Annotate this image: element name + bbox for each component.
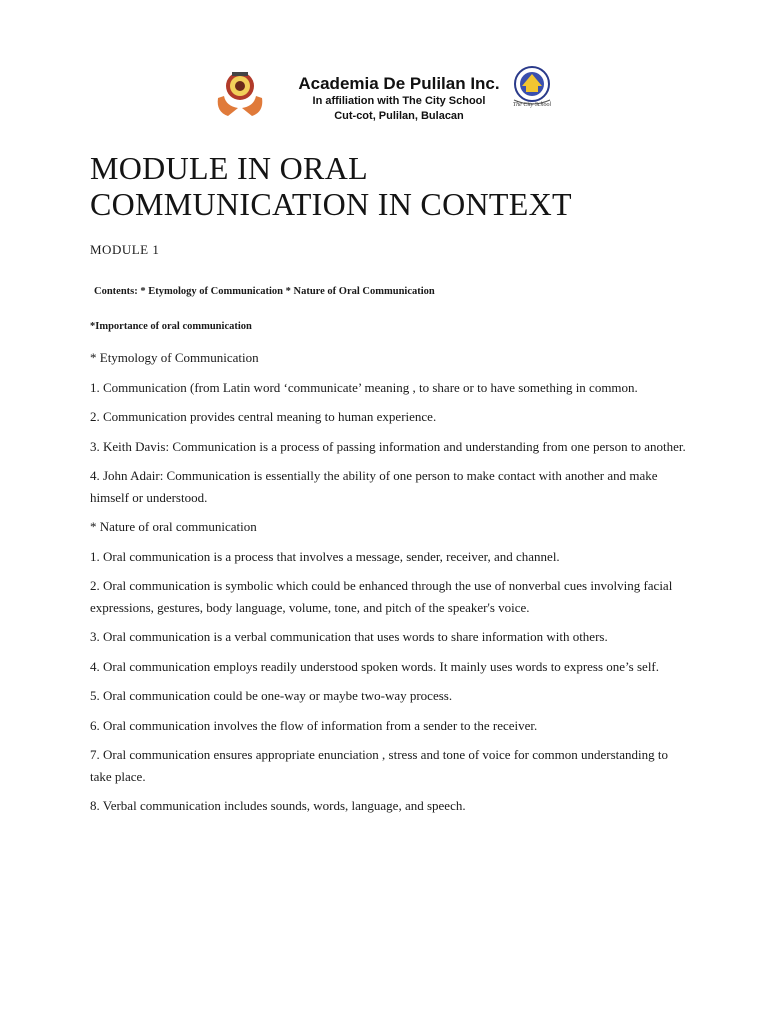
affiliation-line: In affiliation with The City School: [312, 95, 486, 107]
list-item: 5. Oral communication could be one-way or maybe two-way process.: [90, 688, 453, 703]
school-name: Academia De Pulilan Inc.: [298, 74, 500, 93]
list-item: 3. Keith Davis: Communication is a process of passing information and understanding from one person to another.: [90, 438, 686, 454]
list-item: 1. Communication (from Latin word ‘communicate’ meaning , to share or to have something in common.: [90, 379, 638, 395]
list-item: 2. Oral communication is symbolic which could be enhanced through the use of nonverbal cues involving facial expressions, gestures, body language, volume, tone, and pitch of the speaker's voice.: [90, 578, 673, 615]
list-item: 4. John Adair: Communication is essentially the ability of one person to make contact with another and make himself or understood.: [90, 468, 658, 505]
list-item: 1. Oral communication is a process that involves a message, sender, receiver, and channel.: [90, 548, 560, 564]
city-school-caption: The City School: [512, 102, 552, 108]
title-line-2: COMMUNICATION IN CONTEXT: [90, 186, 572, 222]
section-heading-nature: * Nature of oral communication: [90, 519, 257, 534]
section-heading-etymology: * Etymology of Communication: [90, 350, 259, 365]
module-text: [90, 347, 690, 817]
list-item: 4. Oral communication employs readily understood spoken words. It mainly uses words to express one’s self.: [90, 658, 660, 674]
list-item: 6. Oral communication involves the flow of information from a sender to the receiver.: [90, 717, 538, 733]
document-title: [90, 150, 690, 222]
document-body: [90, 150, 690, 825]
city-school-logo-icon: [508, 64, 556, 116]
list-item: 8. Verbal communication includes sounds, words, language, and speech.: [90, 798, 466, 813]
contents-line: Contents: * Etymology of Communication * Nature of Oral Communication: [94, 286, 435, 297]
importance-line: *Importance of oral communication: [90, 321, 252, 332]
list-item: 2. Communication provides central meaning to human experience.: [90, 409, 437, 424]
module-label: MODULE 1: [90, 242, 160, 257]
school-address: Cut-cot, Pulilan, Bulacan: [334, 110, 464, 122]
list-item: 3. Oral communication is a verbal communication that uses words to share information with others.: [90, 629, 608, 644]
list-item: 7. Oral communication ensures appropriate enunciation , stress and tone of voice for common understanding to take place.: [90, 747, 668, 784]
letterhead: [210, 62, 560, 124]
title-line-1: MODULE IN ORAL: [90, 150, 368, 186]
